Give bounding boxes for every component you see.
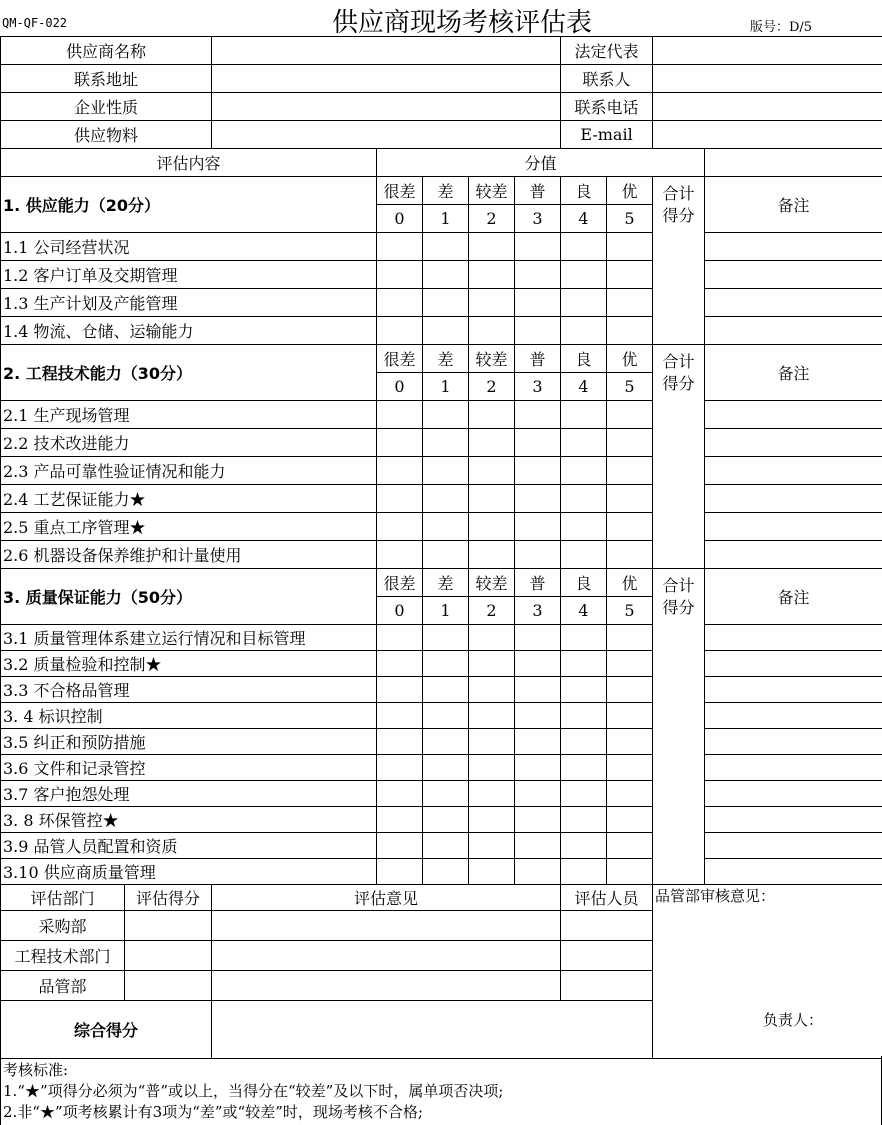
grade-label: 差 [423,345,469,373]
score-cell[interactable] [561,233,607,261]
item-label: 3.10 供应商质量管理 [1,859,377,885]
point-label: 2 [469,597,515,625]
materials-field[interactable] [212,121,561,149]
grade-label: 很差 [377,177,423,205]
score-cell[interactable] [423,485,469,513]
point-label: 1 [423,597,469,625]
score-cell[interactable] [561,625,607,651]
score-cell[interactable] [377,755,423,781]
point-label: 4 [561,597,607,625]
remark-cell[interactable] [705,833,882,859]
point-label: 0 [377,205,423,233]
grade-label: 普 [515,569,561,597]
score-cell[interactable] [423,261,469,289]
score-cell[interactable] [515,429,561,457]
score-cell[interactable] [515,781,561,807]
score-cell[interactable] [469,859,515,885]
item-label: 3. 4 标识控制 [1,703,377,729]
score-cell[interactable] [515,807,561,833]
table-row [1,513,882,541]
remark-cell[interactable] [705,457,882,485]
phone-label: 联系电话 [561,93,653,121]
section-title: 1. 供应能力（20分） [1,177,377,233]
score-cell[interactable] [607,401,653,429]
assessment-criteria [0,1056,882,1125]
score-cell[interactable] [469,401,515,429]
score-cell[interactable] [469,651,515,677]
score-cell[interactable] [377,401,423,429]
composite-score-label: 综合得分 [1,1001,212,1059]
grade-label: 差 [423,177,469,205]
section-title: 3. 质量保证能力（50分） [1,569,377,625]
total-score-column[interactable] [653,345,705,569]
point-label: 4 [561,205,607,233]
score-cell[interactable] [515,317,561,345]
nature-label: 企业性质 [1,93,212,121]
remark-label: 备注 [705,569,882,625]
score-cell[interactable] [607,457,653,485]
remark-cell[interactable] [705,401,882,429]
score-cell[interactable] [469,457,515,485]
table-row [1,703,882,729]
score-cell[interactable] [561,317,607,345]
table-row [1,859,882,885]
dept-score-cell[interactable] [125,911,212,941]
opinion-header: 评估意见 [212,885,561,911]
contact-field[interactable] [653,65,882,93]
score-cell[interactable] [515,289,561,317]
dept-header: 评估部门 [1,885,125,911]
item-label: 3.7 客户抱怨处理 [1,781,377,807]
remark-cell[interactable] [705,807,882,833]
grade-label: 优 [607,569,653,597]
score-cell[interactable] [377,513,423,541]
score-cell[interactable] [515,261,561,289]
grade-label: 普 [515,177,561,205]
score-cell[interactable] [377,429,423,457]
score-cell[interactable] [561,513,607,541]
score-cell[interactable] [607,513,653,541]
table-row [1,833,882,859]
table-row [1,729,882,755]
score-cell[interactable] [377,457,423,485]
score-cell[interactable] [607,485,653,513]
total-score-column[interactable] [653,569,705,885]
score-cell[interactable] [423,807,469,833]
composite-score-cell[interactable] [212,1001,653,1059]
score-cell[interactable] [423,457,469,485]
score-cell[interactable] [423,317,469,345]
score-cell[interactable] [607,541,653,569]
table-row [1,485,882,513]
item-label: 1.1 公司经营状况 [1,233,377,261]
score-cell[interactable] [377,807,423,833]
score-cell[interactable] [607,807,653,833]
score-cell[interactable] [377,625,423,651]
remark-label: 备注 [705,177,882,233]
materials-label: 供应物料 [1,121,212,149]
score-cell[interactable] [377,261,423,289]
criteria-heading: 考核标准: [3,1061,69,1079]
dept-score-cell[interactable] [125,971,212,1001]
score-cell[interactable] [515,401,561,429]
score-cell[interactable] [469,429,515,457]
grade-label: 很差 [377,569,423,597]
score-cell[interactable] [607,289,653,317]
item-label: 1.2 客户订单及交期管理 [1,261,377,289]
score-cell[interactable] [423,703,469,729]
score-cell[interactable] [469,513,515,541]
score-cell[interactable] [423,677,469,703]
grade-label: 较差 [469,345,515,373]
point-label: 2 [469,373,515,401]
remark-cell[interactable] [705,429,882,457]
dept-evaluator-cell[interactable] [561,911,653,941]
remark-cell[interactable] [705,541,882,569]
score-cell[interactable] [377,859,423,885]
score-cell[interactable] [469,625,515,651]
grade-label: 较差 [469,177,515,205]
item-label: 3.3 不合格品管理 [1,677,377,703]
remark-cell[interactable] [705,729,882,755]
score-cell[interactable] [607,429,653,457]
item-label: 1.4 物流、仓储、运输能力 [1,317,377,345]
score-cell[interactable] [423,833,469,859]
grade-label: 良 [561,177,607,205]
score-cell[interactable] [469,261,515,289]
total-score-label: 合计得分 [662,184,695,225]
remark-cell[interactable] [705,233,882,261]
nature-field[interactable] [212,93,561,121]
score-cell[interactable] [469,317,515,345]
score-cell[interactable] [561,485,607,513]
score-cell[interactable] [469,485,515,513]
score-cell[interactable] [561,457,607,485]
score-cell[interactable] [607,233,653,261]
point-label: 5 [607,373,653,401]
score-cell[interactable] [377,729,423,755]
dept-label: 品管部 [1,971,125,1001]
remark-cell[interactable] [705,755,882,781]
grade-label: 很差 [377,345,423,373]
score-cell[interactable] [515,755,561,781]
remark-label: 备注 [705,345,882,401]
point-label: 0 [377,597,423,625]
score-cell[interactable] [561,541,607,569]
grade-label: 优 [607,177,653,205]
score-cell[interactable] [561,651,607,677]
legal-rep-field[interactable] [653,37,882,65]
point-label: 4 [561,373,607,401]
remark-cell[interactable] [705,317,882,345]
score-cell[interactable] [423,755,469,781]
score-cell[interactable] [561,833,607,859]
remark-cell[interactable] [705,625,882,651]
supplier-name-field[interactable] [212,37,561,65]
version-number: 版号：D/5 [750,20,813,35]
score-cell[interactable] [469,541,515,569]
qa-review-label: 品管部审核意见： [655,887,776,905]
score-cell[interactable] [423,289,469,317]
item-label: 2.4 工艺保证能力★ [1,485,377,513]
point-label: 2 [469,205,515,233]
table-row [1,261,882,289]
score-cell[interactable] [607,677,653,703]
score-cell[interactable] [561,703,607,729]
score-cell[interactable] [377,541,423,569]
score-cell[interactable] [377,677,423,703]
total-score-label: 合计得分 [662,576,695,617]
evaluation-form-table [0,36,882,1059]
point-label: 1 [423,373,469,401]
dept-score-cell[interactable] [125,941,212,971]
remark-cell[interactable] [705,485,882,513]
point-label: 5 [607,597,653,625]
table-row [1,625,882,651]
table-row [1,781,882,807]
dept-evaluator-cell[interactable] [561,971,653,1001]
point-label: 3 [515,205,561,233]
score-cell[interactable] [469,703,515,729]
qa-review-cell[interactable] [653,885,882,1059]
dept-opinion-cell[interactable] [212,911,561,941]
score-cell[interactable] [607,625,653,651]
score-cell[interactable] [515,233,561,261]
remark-cell[interactable] [705,261,882,289]
remark-cell[interactable] [705,651,882,677]
criteria-rule: 1.“★”项得分必须为“普”或以上，当得分在“较差”及以下时，属单项否决项; [3,1082,504,1100]
score-cell[interactable] [377,485,423,513]
table-row [1,677,882,703]
dept-opinion-cell[interactable] [212,941,561,971]
item-label: 1.3 生产计划及产能管理 [1,289,377,317]
table-row [1,429,882,457]
remark-cell[interactable] [705,781,882,807]
form-title: 供应商现场考核评估表 [331,8,592,38]
table-row [1,755,882,781]
legal-rep-label: 法定代表 [561,37,653,65]
score-cell[interactable] [377,289,423,317]
score-cell[interactable] [515,729,561,755]
score-cell[interactable] [377,317,423,345]
phone-field[interactable] [653,93,882,121]
score-cell[interactable] [607,755,653,781]
item-label: 3.9 品管人员配置和资质 [1,833,377,859]
score-cell[interactable] [423,513,469,541]
address-field[interactable] [212,65,561,93]
dept-label: 采购部 [1,911,125,941]
point-label: 3 [515,597,561,625]
score-cell[interactable] [561,859,607,885]
score-cell[interactable] [515,485,561,513]
score-header: 评估得分 [125,885,212,911]
score-cell[interactable] [515,513,561,541]
score-cell[interactable] [515,677,561,703]
supplier-name-label: 供应商名称 [1,37,212,65]
score-cell[interactable] [607,859,653,885]
score-cell[interactable] [469,807,515,833]
score-cell[interactable] [515,833,561,859]
score-cell[interactable] [469,755,515,781]
grade-label: 差 [423,569,469,597]
item-label: 3.1 质量管理体系建立运行情况和目标管理 [1,625,377,651]
score-cell[interactable] [469,289,515,317]
score-cell[interactable] [423,541,469,569]
item-label: 3.5 纠正和预防措施 [1,729,377,755]
score-cell[interactable] [607,651,653,677]
score-cell[interactable] [561,677,607,703]
score-cell[interactable] [377,703,423,729]
score-cell[interactable] [607,833,653,859]
grade-label: 优 [607,345,653,373]
address-label: 联系地址 [1,65,212,93]
score-cell[interactable] [423,233,469,261]
score-cell[interactable] [561,729,607,755]
score-cell[interactable] [561,781,607,807]
remark-cell[interactable] [705,677,882,703]
total-score-column[interactable] [653,177,705,345]
total-score-label: 合计得分 [662,352,695,393]
score-cell[interactable] [469,677,515,703]
score-cell[interactable] [561,261,607,289]
score-cell[interactable] [515,859,561,885]
item-label: 2.2 技术改进能力 [1,429,377,457]
score-cell[interactable] [423,729,469,755]
item-label: 3.6 文件和记录管控 [1,755,377,781]
grade-label: 良 [561,345,607,373]
score-cell[interactable] [423,625,469,651]
point-label: 1 [423,205,469,233]
score-cell[interactable] [561,755,607,781]
email-label: E-mail [561,121,653,149]
eval-content-label: 评估内容 [1,149,377,177]
evaluator-header: 评估人员 [561,885,653,911]
score-cell[interactable] [469,833,515,859]
score-cell[interactable] [561,429,607,457]
score-cell[interactable] [423,651,469,677]
dept-label: 工程技术部门 [1,941,125,971]
header-blank-cell [705,149,882,177]
score-cell[interactable] [377,651,423,677]
email-field[interactable] [653,121,882,149]
form-code: QM-QF-022 [2,16,68,30]
table-row [1,233,882,261]
grade-label: 普 [515,345,561,373]
table-row [1,289,882,317]
score-cell[interactable] [561,401,607,429]
table-row [1,401,882,429]
table-row [1,541,882,569]
score-cell[interactable] [469,729,515,755]
score-cell[interactable] [377,833,423,859]
score-cell[interactable] [607,781,653,807]
criteria-rule: 2.非“★”项考核累计有3项为“差”或“较差”时，现场考核不合格; [3,1103,423,1121]
table-row [1,807,882,833]
grade-label: 较差 [469,569,515,597]
score-cell[interactable] [515,457,561,485]
score-cell[interactable] [607,317,653,345]
section-title: 2. 工程技术能力（30分） [1,345,377,401]
score-cell[interactable] [515,625,561,651]
point-label: 3 [515,373,561,401]
score-cell[interactable] [607,729,653,755]
item-label: 3.2 质量检验和控制★ [1,651,377,677]
form-header [0,0,882,36]
grade-label: 良 [561,569,607,597]
dept-opinion-cell[interactable] [212,971,561,1001]
score-cell[interactable] [561,289,607,317]
score-cell[interactable] [515,541,561,569]
table-row [1,317,882,345]
score-cell[interactable] [423,429,469,457]
item-label: 2.6 机器设备保养维护和计量使用 [1,541,377,569]
point-label: 0 [377,373,423,401]
remark-cell[interactable] [705,289,882,317]
item-label: 3. 8 环保管控★ [1,807,377,833]
item-label: 2.5 重点工序管理★ [1,513,377,541]
dept-evaluator-cell[interactable] [561,941,653,971]
responsible-label: 负责人： [763,1011,824,1029]
score-cell[interactable] [607,261,653,289]
score-cell[interactable] [469,781,515,807]
score-cell[interactable] [561,807,607,833]
score-value-label: 分值 [377,149,705,177]
score-cell[interactable] [469,233,515,261]
item-label: 2.3 产品可靠性验证情况和能力 [1,457,377,485]
score-cell[interactable] [377,233,423,261]
remark-cell[interactable] [705,859,882,885]
score-cell[interactable] [423,401,469,429]
score-cell[interactable] [377,781,423,807]
score-cell[interactable] [515,651,561,677]
point-label: 5 [607,205,653,233]
score-cell[interactable] [423,781,469,807]
table-row [1,651,882,677]
score-cell[interactable] [607,703,653,729]
table-row [1,457,882,485]
score-cell[interactable] [423,859,469,885]
remark-cell[interactable] [705,513,882,541]
contact-label: 联系人 [561,65,653,93]
item-label: 2.1 生产现场管理 [1,401,377,429]
remark-cell[interactable] [705,703,882,729]
score-cell[interactable] [515,703,561,729]
